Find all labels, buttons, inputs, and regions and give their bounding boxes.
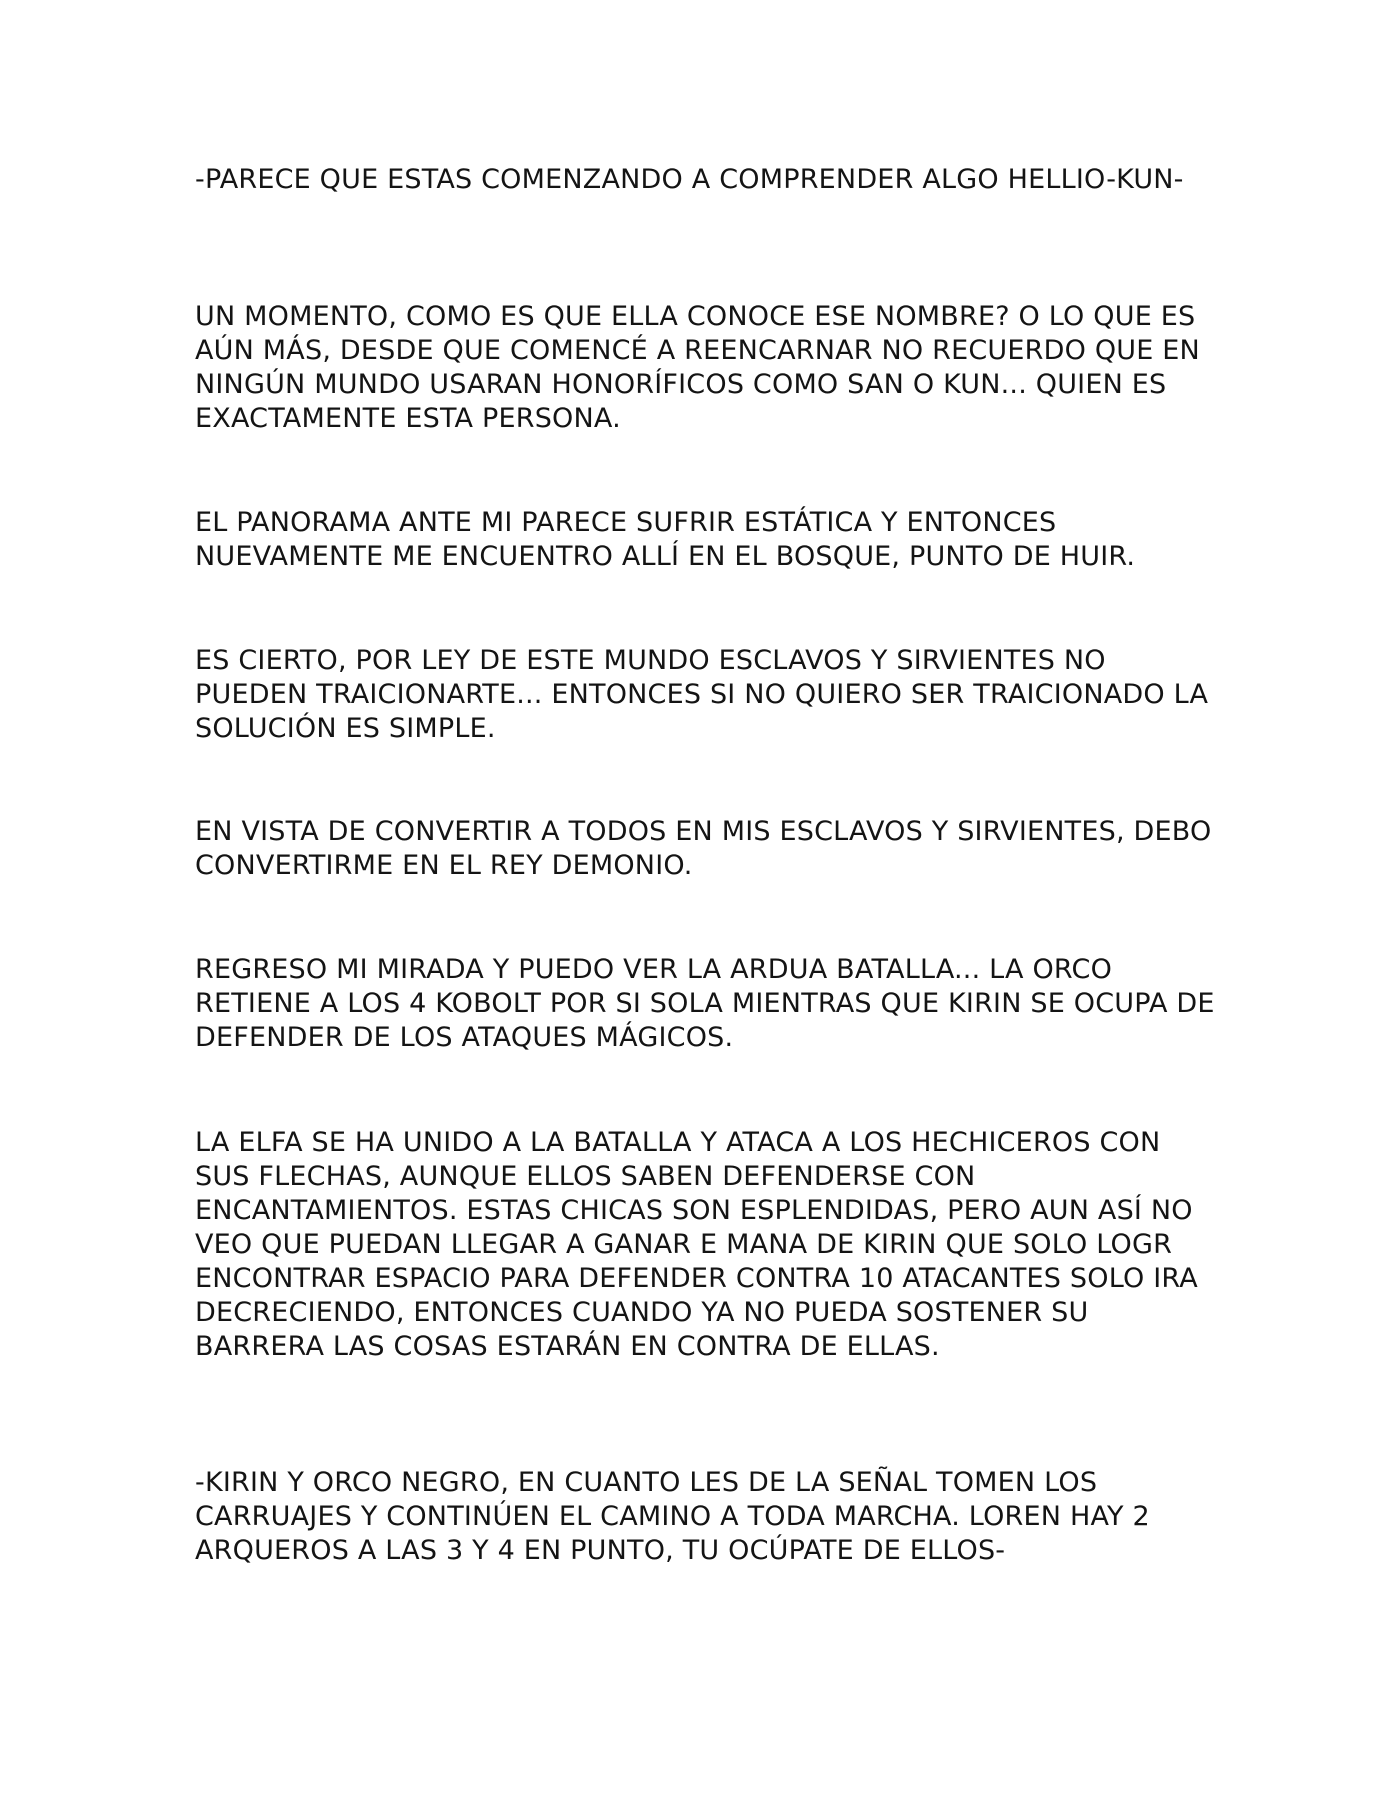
paragraph-forest-return: EL PANORAMA ANTE MI PARECE SUFRIR ESTÁTICA Y ENTONCES NUEVAMENTE ME ENCUENTRO ALLÍ EN EL BOSQUE, PUNTO DE HUIR. — [195, 507, 1136, 572]
paragraph-honorifics-question: UN MOMENTO, COMO ES QUE ELLA CONOCE ESE NOMBRE? O LO QUE ES AÚN MÁS, DESDE QUE COMENCÉ A REENCARNAR NO RECUERDO QUE EN NINGÚN MUNDO USARAN HONORÍFICOS COMO SAN O KUN... QUIEN ES EXACTAMENTE ESTA PERSONA. — [195, 301, 1200, 434]
paragraph-dialogue-hellio-kun: -PARECE QUE ESTAS COMENZANDO A COMPRENDER ALGO HELLIO-KUN- — [195, 164, 1184, 195]
paragraph-demon-king: EN VISTA DE CONVERTIR A TODOS EN MIS ESCLAVOS Y SIRVIENTES, DEBO CONVERTIRME EN EL REY DEMONIO. — [195, 816, 1212, 881]
paragraph-battle-view: REGRESO MI MIRADA Y PUEDO VER LA ARDUA BATALLA... LA ORCO RETIENE A LOS 4 KOBOLT POR SI SOLA MIENTRAS QUE KIRIN SE OCUPA DE DEFENDER DE LOS ATAQUES MÁGICOS. — [195, 954, 1215, 1053]
paragraph-slaves-law: ES CIERTO, POR LEY DE ESTE MUNDO ESCLAVOS Y SIRVIENTES NO PUEDEN TRAICIONARTE... ENTONCES SI NO QUIERO SER TRAICIONADO LA SOLUCIÓN ES SIMPLE. — [195, 645, 1209, 744]
paragraph-elf-battle: LA ELFA SE HA UNIDO A LA BATALLA Y ATACA A LOS HECHICEROS CON SUS FLECHAS, AUNQUE ELLOS SABEN DEFENDERSE CON ENCANTAMIENTOS. ESTAS CHICAS SON ESPLENDIDAS, PERO AUN ASÍ NO VEO QUE PUEDAN LLEGAR A GANAR E MANA DE KIRIN QUE SOLO LOGR ENCONTRAR ESPACIO PARA DEFENDER CONTRA 10 ATACANTES SOLO IRA DECRECIENDO, ENTONCES CUANDO YA NO PUEDA SOSTENER SU BARRERA LAS COSAS ESTARÁN EN CONTRA DE ELLAS. — [195, 1127, 1198, 1362]
paragraph-dialogue-orders: -KIRIN Y ORCO NEGRO, EN CUANTO LES DE LA SEÑAL TOMEN LOS CARRUAJES Y CONTINÚEN EL CAMINO A TODA MARCHA. LOREN HAY 2 ARQUEROS A LAS 3 Y 4 EN PUNTO, TU OCÚPATE DE ELLOS- — [195, 1467, 1150, 1566]
